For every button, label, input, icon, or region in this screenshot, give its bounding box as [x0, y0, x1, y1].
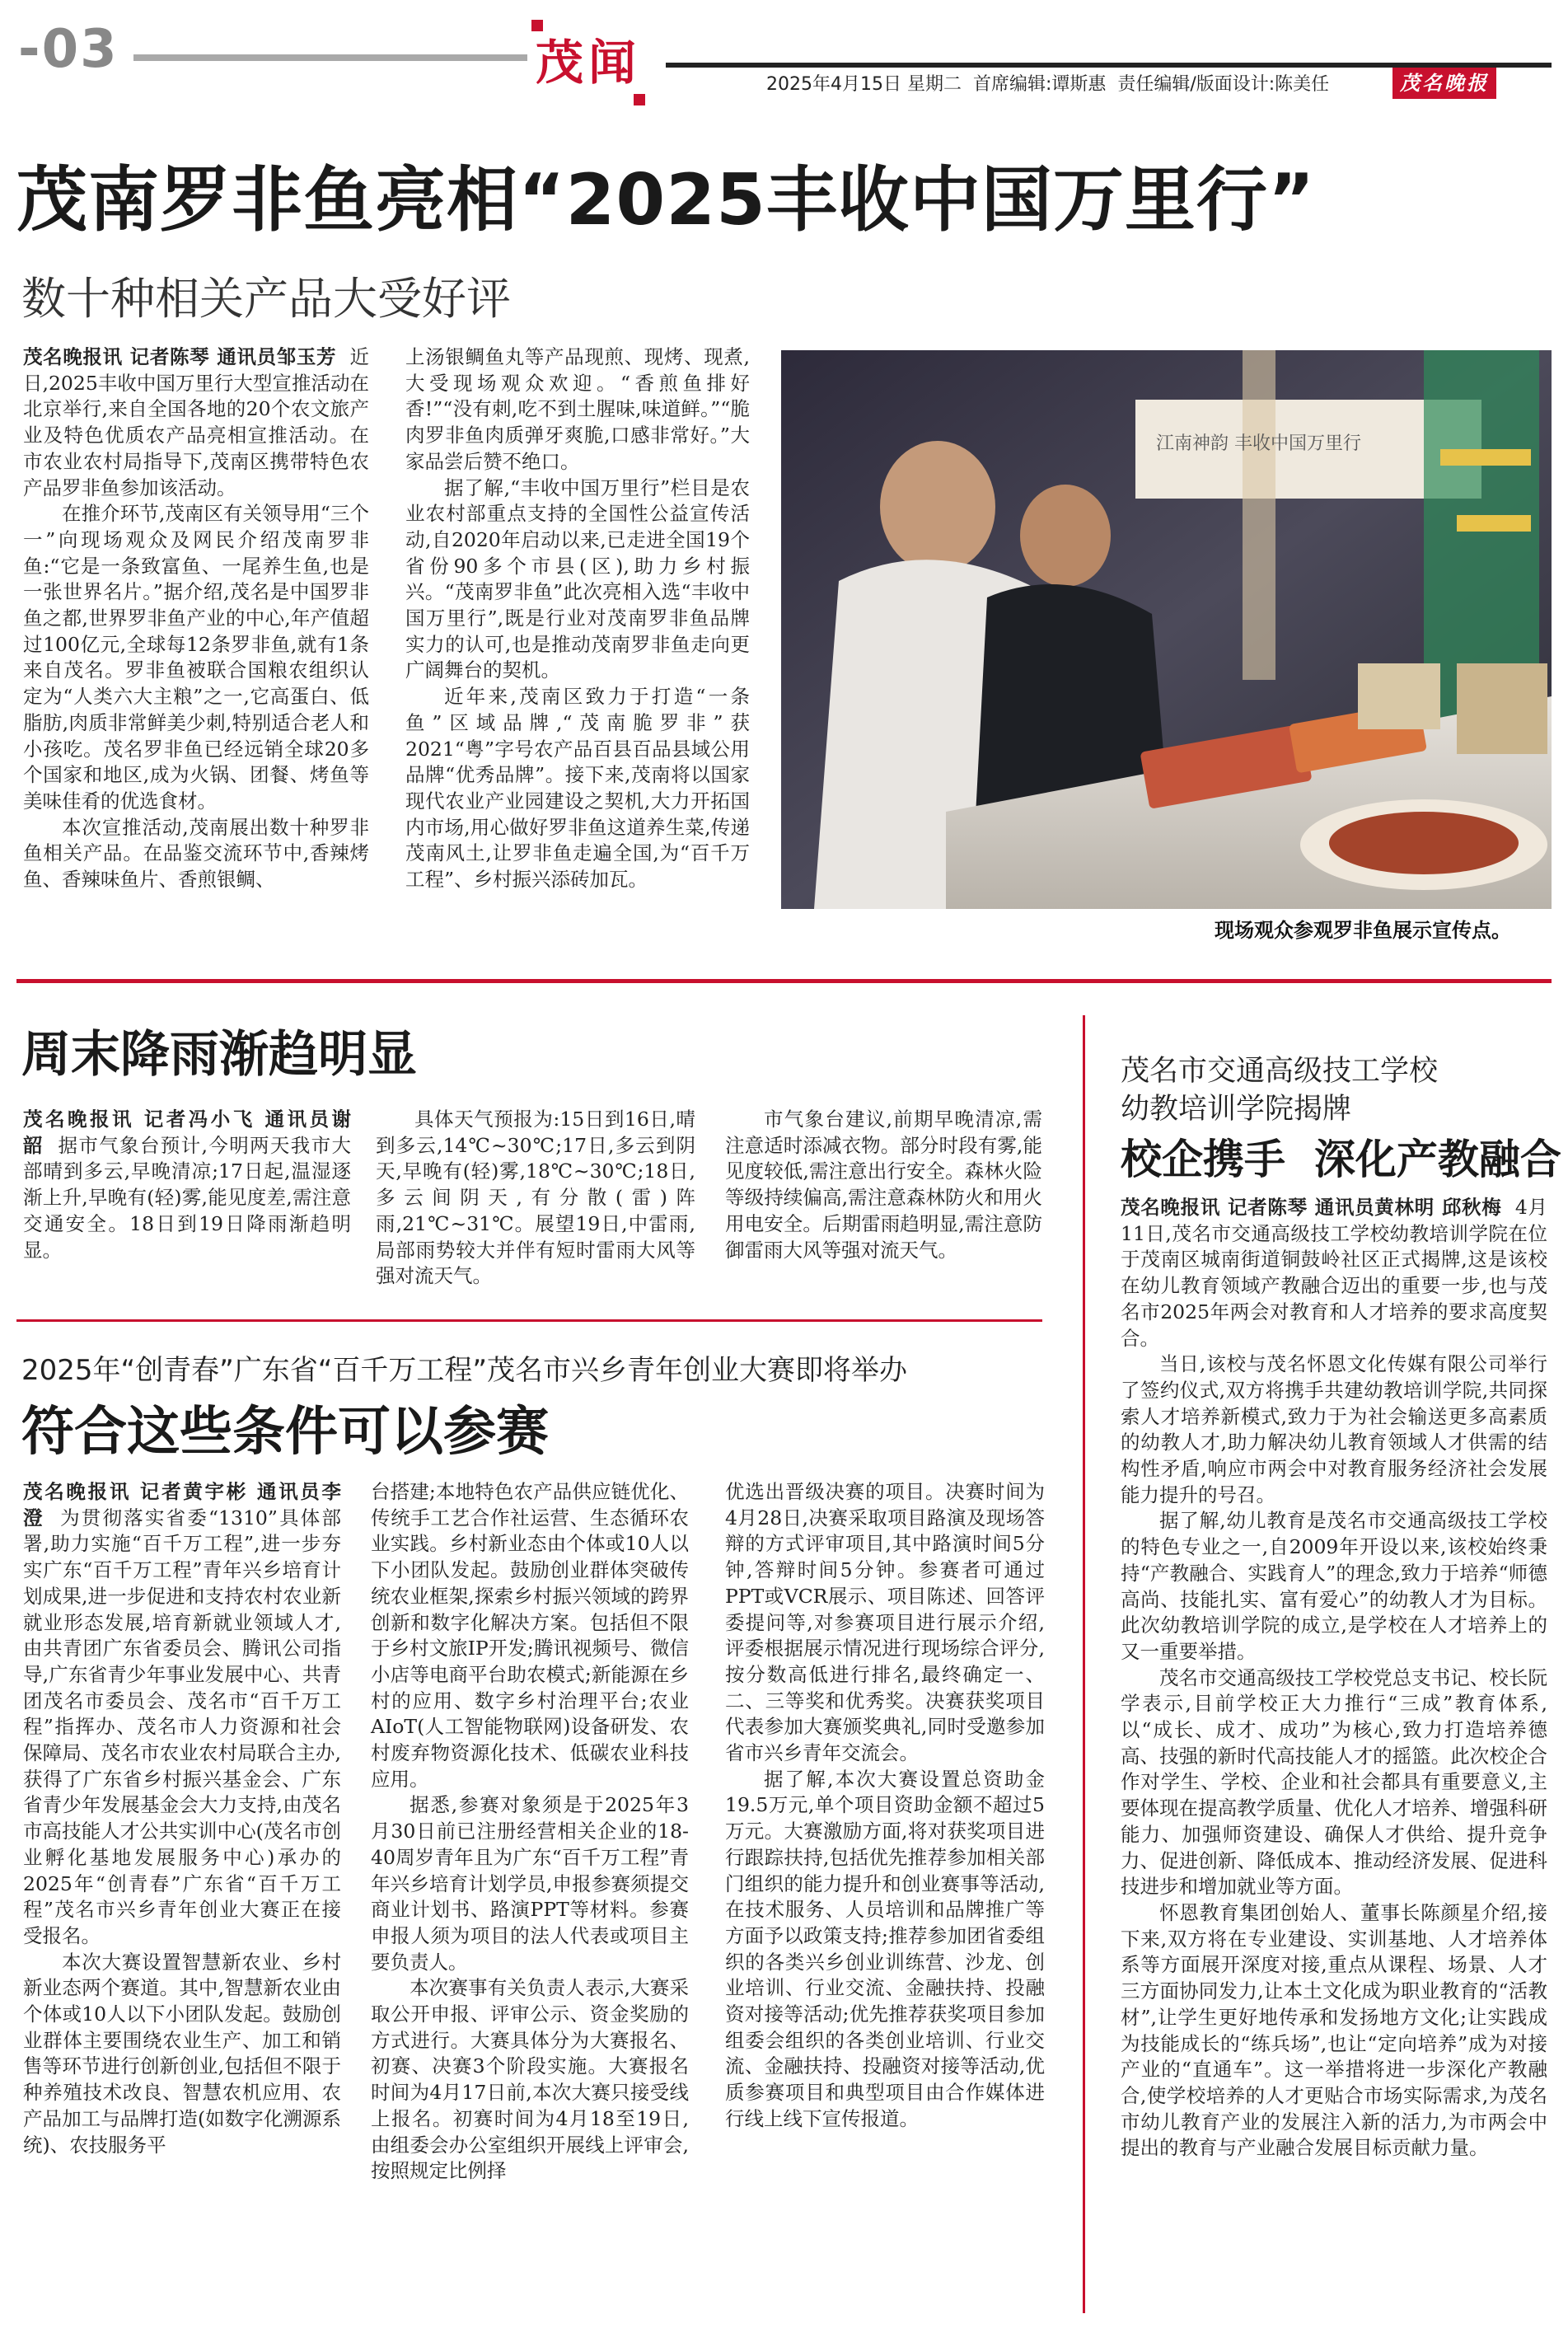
- article2-paragraph: 市气象台建议,前期早晚清凉,需注意适时添减衣物。部分时段有雾,能见度较低,需注意出行安全。森林火险等级持续偏高,需注意森林防火和用火用电安全。后期雷雨趋明显,需注意防御雷雨大风等强对流天气。: [725, 1108, 1042, 1262]
- article2-byline: 茂名晚报讯 记者冯小飞 通讯员谢韶: [23, 1108, 351, 1157]
- article4-body: [1121, 1195, 1547, 2162]
- paper-logo: [1392, 68, 1496, 99]
- issue-info: 2025年4月15日 星期二 首席编辑:谭斯惠 责任编辑/版面设计:陈美任: [766, 74, 1330, 95]
- article4-byline: 茂名晚报讯 记者陈琴 通讯员黄林明 邱秋梅: [1121, 1196, 1502, 1219]
- article1-paragraph: 近年来,茂南区致力于打造“一条鱼”区域品牌,“茂南脆罗非”获2021“粤”字号农产品百县百品县域公用品牌“优秀品牌”。接下来,茂南将以国家现代农业产业园建设之契机,大力开拓国内市场,用心做好罗非鱼这道养生菜,传递茂南风土,让罗非鱼走遍全国,为“百千万工程”、乡村振兴添砖加瓦。: [405, 685, 750, 892]
- article3-headline: 符合这些条件可以参赛: [21, 1402, 549, 1463]
- article3-paragraph: 本次赛事有关负责人表示,大赛采取公开申报、评审公示、资金奖励的方式进行。大赛具体分为大赛报名、初赛、决赛3个阶段实施。大赛报名时间为4月17日前,本次大赛只接受线上报名。初赛时间为4月18至19日,由组委会办公室组织开展线上评审会,按照规定比例择: [371, 1976, 689, 2183]
- article4-paragraph: 据了解,幼儿教育是茂名市交通高级技工学校的特色专业之一,自2009年开设以来,该校始终秉持“产教融合、实践育人”的理念,致力于培养“师德高尚、技能扎实、富有爱心”的幼教人才为目标。此次幼教培训学院的成立,是学校在人才培养上的又一重要举措。: [1121, 1509, 1547, 1663]
- article2-col1: [23, 1107, 351, 1263]
- exhibition-photo-illustration: [781, 350, 1552, 909]
- article3-paragraph: 据悉,参赛对象须是于2025年3月30日前已注册经营相关企业的18-40周岁青年且为广东“百千万工程”青年兴乡培育计划学员,申报参赛须提交商业计划书、路演PPT等材料。参赛申报人须为项目的法人代表或项目主要负责人。: [371, 1793, 689, 1974]
- article3-kicker: 2025年“创青春”广东省“百千万工程”茂名市兴乡青年创业大赛即将举办: [21, 1354, 907, 1387]
- article1-subhead: 数十种相关产品大受好评: [21, 273, 511, 325]
- article3-paragraph: 为贯彻落实省委“1310”具体部署,助力实施“百千万工程”,进一步夯实广东“百千万工程”青年兴乡培育计划成果,进一步促进和支持农村农业新就业形态发展,培育新就业领域人才,由共青团广东省委员会、腾讯公司指导,广东省青少年事业发展中心、共青团茂名市委员会、茂名市“百千万工程”指挥办、茂名市人力资源和社会保障局、茂名市农业农村局联合主办,获得了广东省乡村振兴基金会、广东省青少年发展基金会大力支持,由茂名市高技能人才公共实训中心(茂名市创业孵化基地发展服务中心)承办的2025年“创青春”广东省“百千万工程”茂名市兴乡青年创业大赛正在接受报名。: [23, 1506, 341, 1947]
- article1-col1: [23, 344, 369, 893]
- article2-headline: 周末降雨渐趋明显: [21, 1026, 417, 1084]
- article1-paragraph: 上汤银鲷鱼丸等产品现煎、现烤、现煮,大受现场观众欢迎。“香煎鱼排好香!”“没有刺,吃不到土腥味,味道鲜。”“脆肉罗非鱼肉质弹牙爽脆,口感非常好。”大家品尝后赞不绝口。: [405, 345, 750, 473]
- article3-col3: [725, 1479, 1045, 2133]
- article1-paragraph: 据了解,“丰收中国万里行”栏目是农业农村部重点支持的全国性公益宣传活动,自2020年启动以来,已走进全国19个省份90多个市县(区),助力乡村振兴。“茂南罗非鱼”此次亮相入选“丰收中国万里行”,既是行业对茂南罗非鱼品牌实力的认可,也是推动茂南罗非鱼走向更广阔舞台的契机。: [405, 475, 750, 682]
- header-gray-rule: [133, 54, 527, 61]
- paper-logo-text: 茂名晚报: [1400, 71, 1489, 95]
- page-number: -03: [18, 19, 119, 80]
- article1-col2: [405, 344, 750, 893]
- photo-banner-text: 江南神韵 丰收中国万里行: [1156, 433, 1361, 454]
- article4-paragraph: 4月11日,茂名市交通高级技工学校幼教培训学院在位于茂南区城南街道铜鼓岭社区正式揭牌,这是该校在幼儿教育领域产教融合迈出的重要一步,也与茂名市2025年两会对教育和人才培养的要求高度契合。: [1121, 1196, 1548, 1350]
- article2-paragraph: 据市气象台预计,今明两天我市大部晴到多云,早晚清凉;17日起,温湿逐渐上升,早晚有(轻)雾,能见度差,需注意交通安全。18日到19日降雨渐趋明显。: [23, 1133, 351, 1262]
- article4-paragraph: 茂名市交通高级技工学校党总支书记、校长阮学表示,目前学校正大力推行“三成”教育体系,以“成长、成才、成功”为核心,致力打造培养德高、技强的新时代高技能人才的摇篮。此次校企合作对学生、学校、企业和社会都具有重要意义,主要体现在提高教学质量、优化人才培养、增强科研能力、加强师资建设、确保人才供给、提升竞争力、促进创新、降低成本、推动经济发展、促进科技进步和增加就业等方面。: [1121, 1665, 1547, 1899]
- article1-paragraph: 近日,2025丰收中国万里行大型宣推活动在北京举行,来自全国各地的20个农文旅产业及特色优质农产品亮相宣推活动。在市农业农村局指导下,茂南区携带特色农产品罗非鱼参加该活动。: [23, 345, 369, 499]
- article1-headline: 茂南罗非鱼亮相“2025丰收中国万里行”: [16, 159, 1316, 241]
- article1-photo-caption: 现场观众参观罗非鱼展示宣传点。: [1215, 919, 1511, 942]
- article1-photo: [781, 350, 1552, 909]
- article4-paragraph: 当日,该校与茂名怀恩文化传媒有限公司举行了签约仪式,双方将携手共建幼教培训学院,共同探索人才培养新模式,致力于为社会输送更多高素质的幼教人才,助力解决幼儿教育领域人才供需的结构性矛盾,响应市两会中对教育服务经济社会发展能力提升的号召。: [1121, 1352, 1547, 1506]
- article2-paragraph: 具体天气预报为:15日到16日,晴到多云,14℃~30℃;17日,多云到阴天,早晚有(轻)雾,18℃~30℃;18日,多云间阴天,有分散(雷)阵雨,21℃~31℃。展望19日,中雷雨,局部雨势较大并伴有短时雷雨大风等强对流天气。: [376, 1108, 695, 1288]
- article3-paragraph: 台搭建;本地特色农产品供应链优化、传统手工艺合作社运营、生态循环农业实践。乡村新业态由个体或10人以下小团队发起。鼓励创业群体突破传统农业框架,探索乡村振兴领域的跨界创新和数字化解决方案。包括但不限于乡村文旅IP开发;腾讯视频号、微信小店等电商平台助农模式;新能源在乡村的应用、数字乡村治理平台;农业AIoT(人工智能物联网)设备研发、农村废弃物资源化技术、低碳农业科技应用。: [371, 1480, 689, 1791]
- article4-kicker-line2: 幼教培训学院揭牌: [1121, 1093, 1352, 1126]
- article3-byline: 茂名晚报讯 记者黄宇彬 通讯员李澄: [23, 1480, 341, 1529]
- article1-paragraph: 本次宣推活动,茂南展出数十种罗非鱼相关产品。在品鉴交流环节中,香辣烤鱼、香辣味鱼片、香煎银鲷、: [23, 815, 369, 892]
- article4-kicker-line1: 茂名市交通高级技工学校: [1121, 1055, 1439, 1088]
- article3-paragraph: 本次大赛设置智慧新农业、乡村新业态两个赛道。其中,智慧新农业由个体或10人以下小团队发起。鼓励创业群体主要围绕农业生产、加工和销售等环节进行创新创业,包括但不限于种养殖技术改良、智慧农机应用、农产品加工与品牌打造(如数字化溯源系统)、农技服务平: [23, 1950, 341, 2157]
- article3-col2: [371, 1479, 689, 2185]
- article3-paragraph: 优选出晋级决赛的项目。决赛时间为4月28日,决赛采取项目路演及现场答辩的方式评审项目,其中路演时间5分钟,答辩时间5分钟。参赛者可通过PPT或VCR展示、项目陈述、回答评委提问等,对参赛项目进行展示介绍,评委根据展示情况进行现场综合评分,按分数高低进行排名,最终确定一、二、三等奖和优秀奖。决赛获奖项目代表参加大赛颁奖典礼,同时受邀参加省市兴乡青年交流会。: [725, 1480, 1045, 1765]
- article3-col1: [23, 1479, 341, 2158]
- section-divider: [16, 979, 1552, 983]
- section-title: 茂闻: [535, 35, 641, 91]
- article1-byline: 茂名晚报讯 记者陈琴 通讯员邹玉芳: [23, 345, 337, 368]
- article1-paragraph: 在推介环节,茂南区有关领导用“三个一”向现场观众及网民介绍茂南罗非鱼:“它是一条致富鱼、一尾养生鱼,也是一张世界名片。”据介绍,茂名是中国罗非鱼之都,世界罗非鱼产业的中心,年产值超过100亿元,全球每12条罗非鱼,就有1条来自茂名。罗非鱼被联合国粮农组织认定为“人类六大主粮”之一,它高蛋白、低脂肪,肉质非常鲜美少刺,特别适合老人和小孩吃。茂名罗非鱼已经远销全球20多个国家和地区,成为火锅、团餐、烤鱼等美味佳肴的优选食材。: [23, 502, 369, 813]
- section-title-box: [531, 20, 645, 105]
- article3-paragraph: 据了解,本次大赛设置总资助金19.5万元,单个项目资助金额不超过5万元。大赛激励方面,将对获奖项目进行跟踪扶持,包括优先推荐参加相关部门组织的能力提升和创业赛事等活动,在技术服务、人员培训和品牌推广等方面予以政策支持;推荐参加团省委组织的各类兴乡创业训练营、沙龙、创业培训、行业交流、金融扶持、投融资对接等活动;优先推荐获奖项目参加组委会组织的各类创业培训、行业交流、金融扶持、投融资对接等活动,优质参赛项目和典型项目由合作媒体进行线上线下宣传报道。: [725, 1767, 1045, 2130]
- article2-divider: [16, 1319, 1042, 1322]
- article2-col3: [725, 1107, 1042, 1263]
- article2-col2: [376, 1107, 695, 1290]
- article4-headline: 校企携手 深化产教融合: [1121, 1136, 1561, 1183]
- column-divider: [1083, 1015, 1085, 2313]
- article4-paragraph: 怀恩教育集团创始人、董事长陈颜星介绍,接下来,双方将在专业建设、实训基地、人才培养体系等方面展开深度对接,重点从课程、场景、人才三方面协同发力,让本土文化成为职业教育的“活教材”,让学生更好地传承和发扬地方文化;让实践成为技能成长的“练兵场”,也让“定向培养”成为对接产业的“直通车”。这一举措将进一步深化产教融合,使学校培养的人才更贴合市场实际需求,为茂名市幼儿教育产业的发展注入新的活力,为市两会中提出的教育与产业融合发展目标贡献力量。: [1121, 1900, 1547, 2160]
